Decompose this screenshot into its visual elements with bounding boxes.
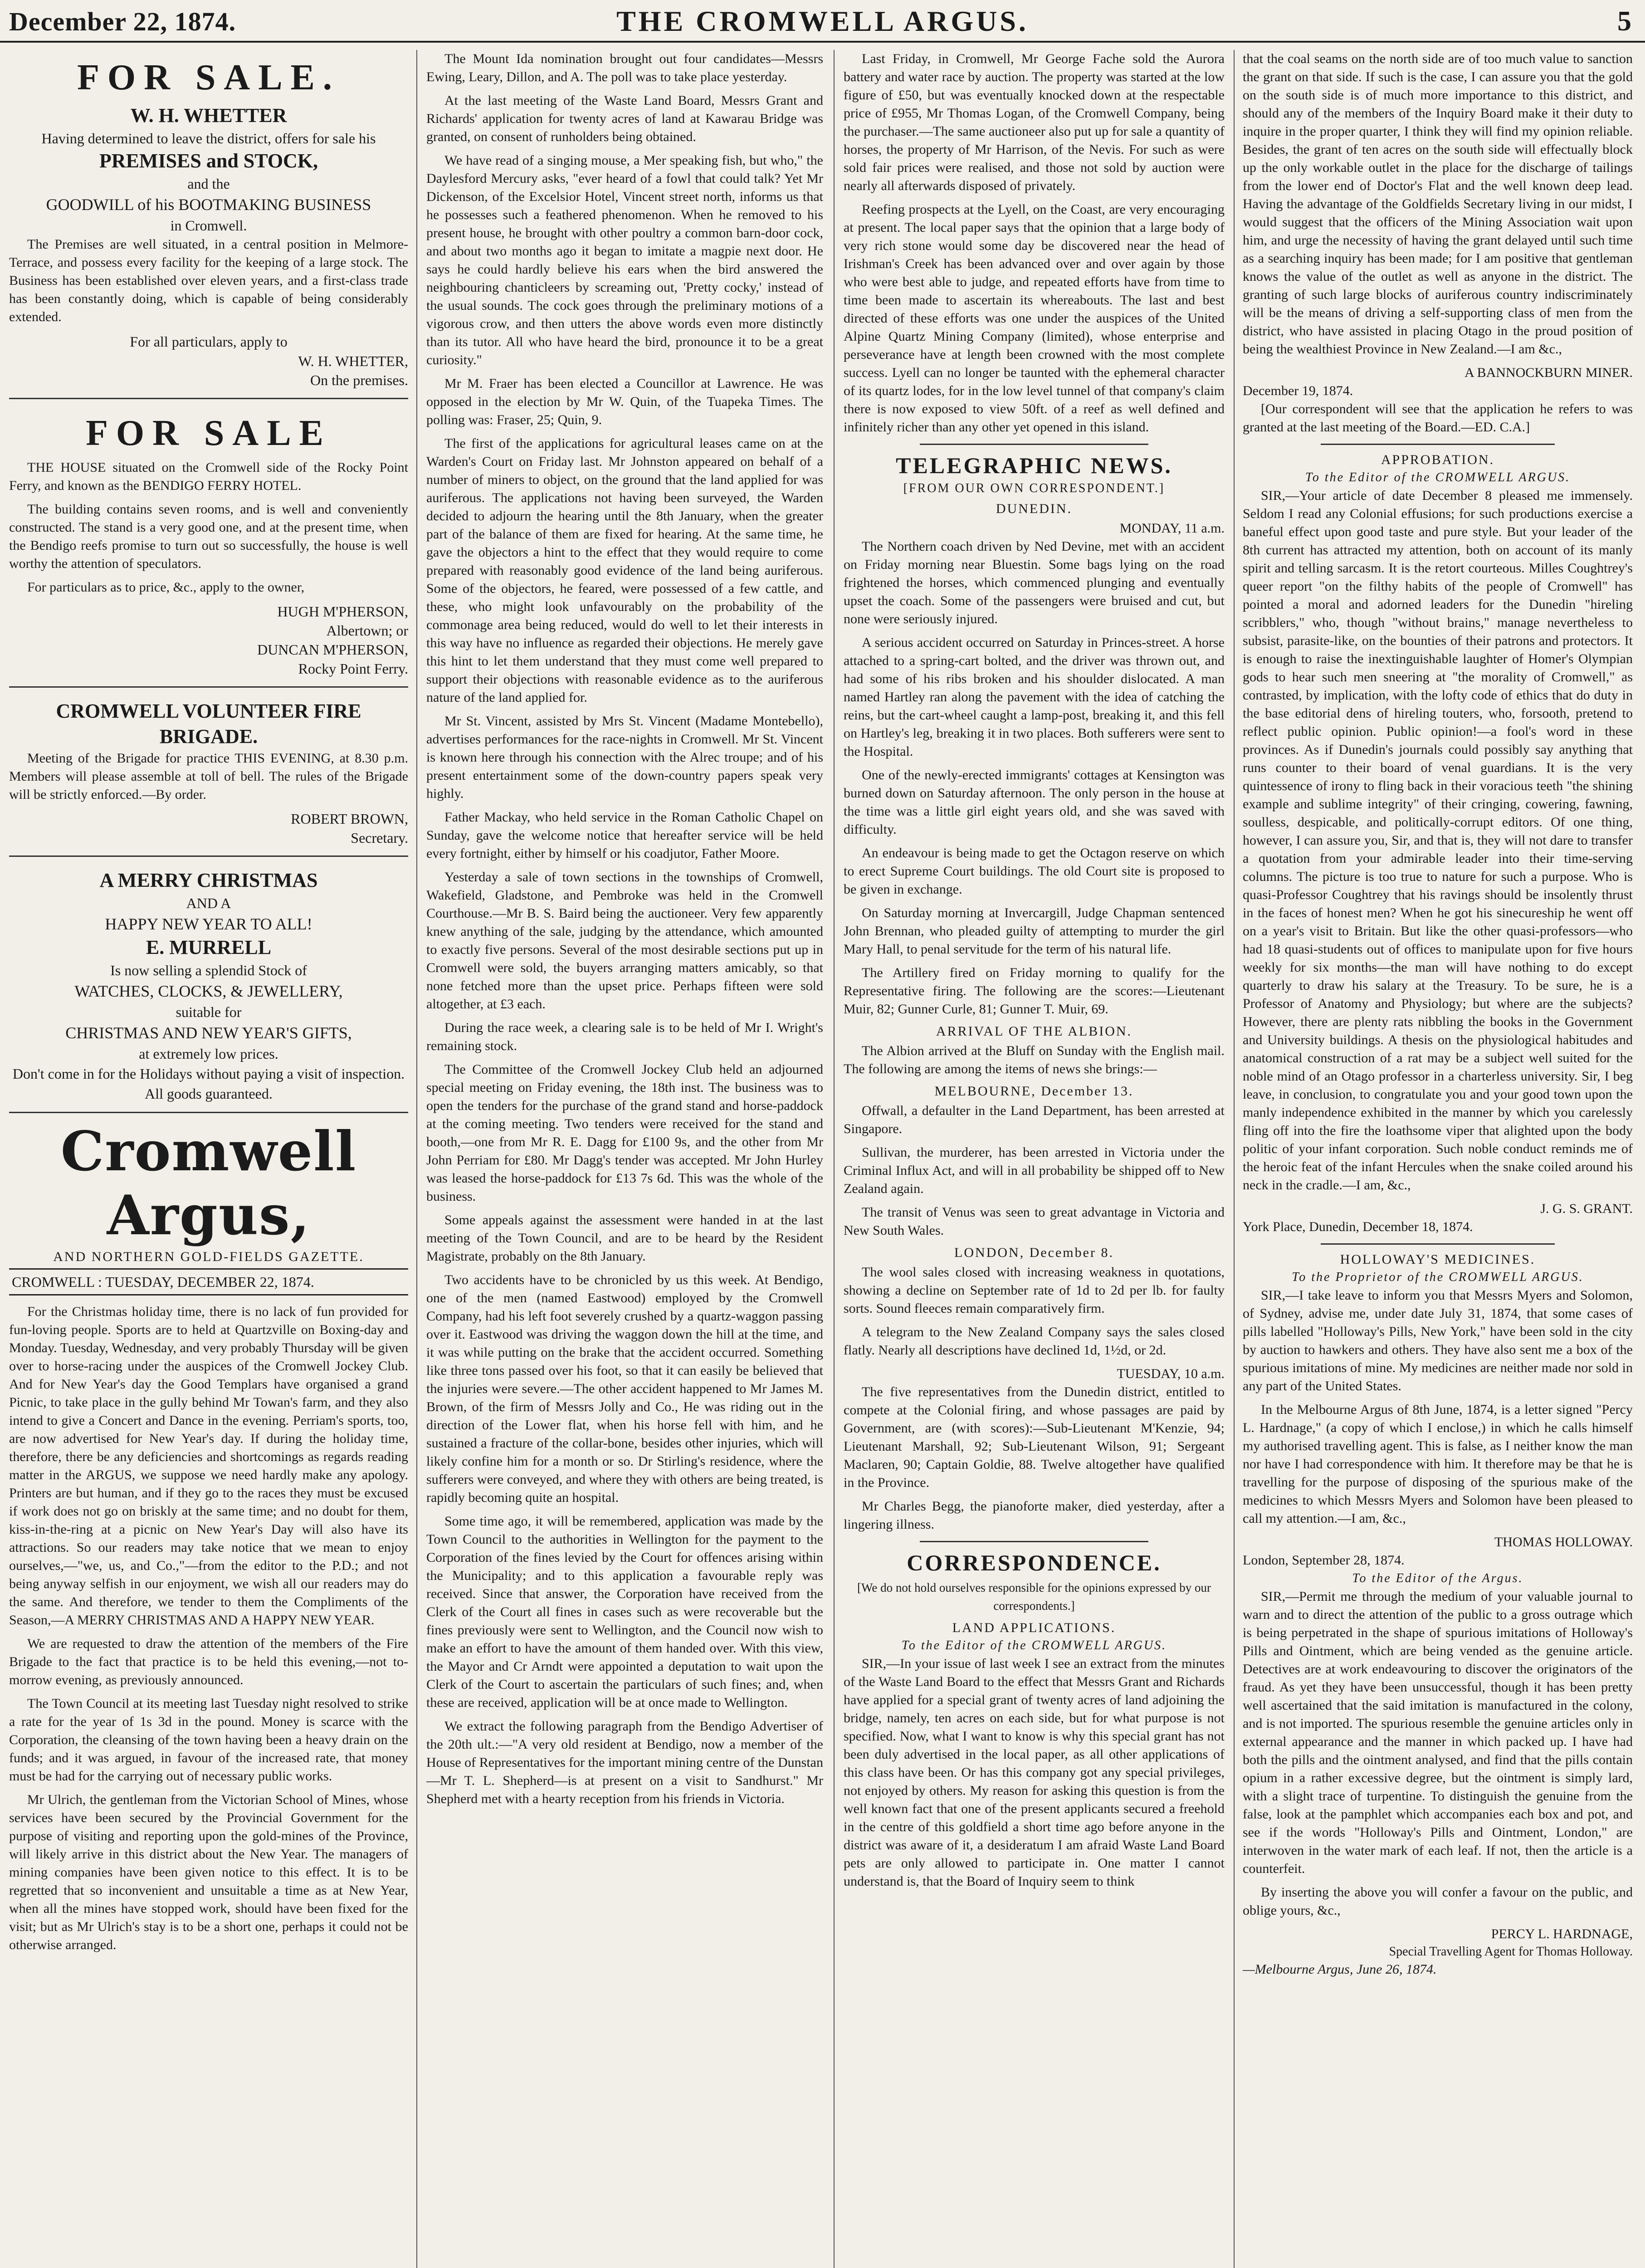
ad-line: CHRISTMAS AND NEW YEAR'S GIFTS, [65, 1024, 352, 1042]
column-4 [1243, 50, 1633, 2268]
editor-note: [Our correspondent will see that the application he refers to was granted at the last meeting of the Board.—ED. C.A.] [1243, 401, 1633, 435]
letter-source: —Melbourne Argus, June 26, 1874. [1243, 1962, 1437, 1977]
article-paragraph: Some appeals against the assessment were handed in at the last meeting of the Town Council, and are to be heard by the Resident Magistrate, probably on the 8th January. [426, 1212, 823, 1264]
ad-line: in Cromwell. [170, 217, 247, 234]
section-heading-telegraphic: TELEGRAPHIC NEWS. [896, 453, 1172, 478]
letter-heading: APPROBATION. [1381, 452, 1495, 467]
ad-line: at extremely low prices. [139, 1046, 278, 1062]
article-paragraph: Some time ago, it will be remembered, application was made by the Town Council to the authorities in Wellington for the payment to the Corporation of the fines levied by the Court for offences arising within the Municipality; and to this application a favourable reply was received. Since that answer, the Corporation have received from the Clerk of the Court all fines in cases such as were recoverable but the fines previously were sent to Wellington, and the Council now wish to make an effort to have the amount of them handed over. With this view, the Mayor and Cr Arndt were appointed a deputation to wait upon the Clerk of the Court to ascertain the particulars of such fines; and, when these are received, application will be at once made to Wellington. [426, 1514, 823, 1710]
ad-signature: W. H. WHETTER, [298, 353, 408, 369]
section-heading-correspondence: CORRESPONDENCE. [907, 1550, 1162, 1575]
place-heading: MELBOURNE, December 13. [934, 1084, 1134, 1099]
ad-line: Don't come in for the Holidays without paying a visit of inspection. [12, 1066, 405, 1082]
ad-line: suitable for [176, 1004, 242, 1020]
letter-paragraph: that the coal seams on the north side are of too much value to sanction the grant on that side. If such is the case, I can assure you that the gold on the south side is of much more importance to this district, and should any of the members of the Inquiry Board make it their duty to inquire in the proper quarter, I think they will find my opinion reliable. Besides, the grant of ten acres on the south side will effectually block up the only workable outlet in the place for the discharge of tailings from the lower end of Doctor's Flat and the well known deep lead. Having the advantage of the Goldfields Secretary living in our midst, I would suggest that the officers of the Mining Association wait upon him, and urge the necessity of having the grant delayed until such time as a searching inquiry has been made; for I am positive that gentleman knows the value of the outlet as well as anyone in the district. The granting of such large blocks of auriferous country indiscriminately will be the means of driving a self-supporting class of men from the district, who have assisted in placing Otago in the proud position of being the wealthiest Province in New Zealand.—I am &c., [1243, 51, 1633, 357]
article-paragraph: We are requested to draw the attention of the members of the Fire Brigade to the fact that practice is to be held this evening,—not to-morrow evening, as previously announced. [9, 1636, 408, 1687]
issue-date: December 22, 1874. [9, 7, 236, 36]
article-paragraph: Last Friday, in Cromwell, Mr George Fache sold the Aurora battery and water race by auction. The property was started at the low figure of £50, but was eventually knocked down at the respectable price of £955, Mr Thomas Logan, of the Cromwell Company, being the purchaser.—The same auctioneer also put up for sale a quantity of horses, the property of Mr Harrison, of the Nevis. For such as were sold fair prices were realised, and those not sold by auction were nearly all afterwards disposed of privately. [844, 51, 1225, 193]
article-paragraph: Two accidents have to be chronicled by us this week. At Bendigo, one of the men (named Eastwood) employed by the Cromwell Company, had his left foot severely crushed by a quartz-waggon passing over it. Eastwood was driving the waggon down the hill at the time, and it was while putting on the brake that the accident occurred. Something like three tons passed over his foot, so that it can easily be believed that the injuries were severe.—The other accident happened to Mr James M. Brown, of the firm of Messrs Jolly and Co., He was riding out in the direction of the Lower flat, when his horse fell with him, and he sustained a fracture of the collar-bone, besides other injuries, which will likely confine him for a month or so. Dr Stirling's residence, where the sufferers were conveyed, and where they with others are being treated, is rapidly becoming quite an hospital. [426, 1272, 823, 1505]
letter-paragraph: SIR,—In your issue of last week I see an extract from the minutes of the Waste Land Board to the effect that Messrs Grant and Richards have applied for a special grant of twenty acres of land adjoining the bridge, namely, ten acres on each side, but for what purpose is not specified. Now, what I want to know is why this special grant has not been duly advertised in the local paper, as all other applications of this class have been. Or has this company got any special privileges, not enjoyed by others. My reason for asking this question is from the well known fact that one of the present applicants secured a freehold in the centre of this goldfield a short time ago before anyone in the district was aware of it, a desideratum I am afraid Waste Land Board pets are only allowed to participate in. One matter I cannot understand is, that the Board of Inquiry seem to think [844, 1656, 1225, 1889]
masthead [0, 0, 1645, 43]
ad-signature: Rocky Point Ferry. [298, 660, 408, 677]
ad-signature: ROBERT BROWN, [291, 811, 408, 827]
column-2 [426, 50, 823, 2268]
article-paragraph: The wool sales closed with increasing weakness in quotations, showing a decline on September rate of 1d to 2d per lb. for faulty sorts. Sound fleeces remain comparatively firm. [844, 1265, 1225, 1316]
letter-paragraph: SIR,—Your article of date December 8 pleased me immensely. Seldom I read any Colonial effusions; for such productions exercise a baneful effect upon good taste and pure style. But your leader of the 8th current has attracted my attention, both on account of its manly spirit and telling sarcasm. It is the retort courteous. Milles Coughtrey's queer report "on the filthy habits of the people of Cromwell" has pointed a moral and adorned leaders for the Dunedin "hireling scribblers," who, though "without brains," manage nevertheless to subsist, parasite-like, on the bounties of their patrons and protectors. It is enough to raise the inextinguishable laughter of Homer's Olympian gods to hear such men sneering at "the morality of Cromwell," as contrasted, by implication, with the lofty code of ethics that do duty in the base editorial dens of hireling touters, who, forsooth, pretend to reflect public opinion. Public opinion!—a fool's word in these provinces. As if Dunedin's journals could possibly say anything that runs counter to their board of venal guardians. It is the very quintessence of irony to fling back in their voracious teeth "the shining example and sublime integrity" of their cringing, cowering, fawning, soulless, despicable, and politically-corrupt editors. Of one thing, however, I can assure you, Sir, and that is, they will not dare to transfer a quotation from your admirable leader into their time-serving columns. The picture is too true to nature for such a purpose. Who is quasi-Professor Coughtrey that his ravings should be insolently thrust in the faces of honest men? When he got his sinecureship he went off on a year's visit to Britain. But like the other quasi-professors—who had 18 quasi-students out of offices to manipulate upon for five hours weekly for six months—the man will have nothing to do except quarterly to draw his salary at the Treasury. To be sure, he is a Professor of Anatomy and Physiology; but where are the subjects? However, there are plenty rats nibbling the books in the Government and University buildings. A thesis on the physiological habitudes and anatomical construction of a rat may be a subject well suited for the noble mind of an Otago professor in a charterless university. Sir, I beg leave, in conclusion, to congratulate you and your good town upon the manly independence exhibited in the manner by which you carelessly fling off into the fire the loathsome viper that alighted upon the body politic of your infant corporation. Such noble conduct reminds me of the heroic feat of the infant Hercules when the snake coiled around his neck in the cradle.—I am, &c., [1243, 488, 1633, 1193]
divider [1321, 1243, 1555, 1245]
letter-address: To the Editor of the CROMWELL ARGUS. [901, 1638, 1167, 1652]
ad-signature: DUNCAN M'PHERSON, [257, 641, 408, 658]
letter-signature: THOMAS HOLLOWAY. [1494, 1535, 1633, 1549]
column-1 [9, 50, 408, 2268]
ad-name: E. MURRELL [146, 936, 272, 958]
article-paragraph: Yesterday a sale of town sections in the townships of Cromwell, Wakefield, Gladstone, and Pembroke was held in the Cromwell Courthouse.—Mr B. S. Baird being the auctioneer. Very few apparently knew anything of the sale, judging by the attendance, which amounted to exactly five persons. Several of the most desirable sections put up in Cromwell were sold, the buyers arranging matters amicably, so that none fetched more than the upset price. Perhaps fifteen were sold altogether, at £3 each. [426, 870, 823, 1012]
letter-heading: LAND APPLICATIONS. [952, 1620, 1116, 1635]
ad-line: Having determined to leave the district, offers for sale his [41, 130, 376, 147]
article-paragraph: One of the newly-erected immigrants' cottages at Kensington was burned down on Saturday afternoon. The only person in the house at the time was a little girl eight years old, and she was saved with difficulty. [844, 767, 1225, 837]
subheading: ARRIVAL OF THE ALBION. [936, 1024, 1132, 1039]
article-paragraph: Sullivan, the murderer, has been arrested in Victoria under the Criminal Influx Act, and will in all probability be shipped off to New Zealand again. [844, 1145, 1225, 1196]
letter-paragraph: SIR,—Permit me through the medium of your valuable journal to warn and to direct the attention of the public to a gross outrage which is being perpetrated in the shape of spurious imitations of Holloway's Pills and Ointment, which are being vended as the genuine article. Detectives are at work endeavouring to discover the originators of the fraud. As yet they have been unsuccessful, though it has been pretty well ascertained that the said imitation is manufactured in the colony, and is not imported. The spurious resemble the genuine articles only in external appearance and the manner in which packed up. I have had both the pills and the ointment analysed, and find that the pills contain opium in a rather excessive degree, but the ointment is simply lard, with a slight trace of turpentine. To distinguish the genuine from the false, look at the pamphlet which accompanies each box and pot, and see if the words "Holloway's Pills and Ointment, London," are interwoven in the water mark of each leaf. If not, then the article is a counterfeit. [1243, 1589, 1633, 1876]
ad-signature: Secretary. [351, 830, 408, 846]
letter-paragraph: SIR,—I take leave to inform you that Messrs Myers and Solomon, of Sydney, advise me, under date July 31, 1874, that some cases of pills labelled "Holloway's Pills, New York," have been sold in the city by auction to hawkers and others. They have also sent me a box of the spurious imitations of mine. My medicines are neither made nor sold in any part of the United States. [1243, 1288, 1633, 1393]
letter-date: December 19, 1874. [1243, 383, 1353, 398]
article-paragraph: Mr Ulrich, the gentleman from the Victorian School of Mines, whose services have been secured by the Provincial Government for the purpose of visiting and reporting upon the gold-mines of the Province, will likely arrive in this district about the New Year. The managers of mining companies have been given notice to this effect. It is to be regretted that so inconvenient and unsuitable a time as at New Year, when all the mines have stopped work, should have been fixed for the visit; but as Mr Ulrich's stay is to be a short one, perhaps it could not be otherwise arranged. [9, 1792, 408, 1952]
ad-body: For particulars as to price, &c., apply to the owner, [27, 580, 305, 595]
time-heading: TUESDAY, 10 a.m. [1117, 1366, 1225, 1381]
article-paragraph: For the Christmas holiday time, there is no lack of fun provided for fun-loving people. Sports are to held at Quartzville on Boxing-day and Monday. Tuesday, Wednesday, and very probably Thursday will be given over to horse-racing under the auspices of the Cromwell Jockey Club. And for New Year's day the Good Templars have organised a grand Picnic, to take place in the gully behind Mr Towan's farm, and they also intend to give a Concert and Dance in the evening. Perriam's sports, too, are now advertised for New Year's day. If during the holiday time, therefore, there be any deficiencies and shortcomings as regards reading matter in the ARGUS, we suppose we need hardly make any apology. Printers are but human, and if they go to the races they must be excused if work does not go on briskly at the same time; and no doubt for them, kiss-in-the-ring at a picnic on New Year's Day will also have its attractions. So our readers may take notice that we mean to enjoy ourselves,—"we, us, and Co.,"—from the editor to the P.D.; and not being anyway selfish in our enjoyment, we wish all our readers may do the same. And therefore, we tender to them the Compliments of the Season,—A MERRY CHRISTMAS AND A HAPPY NEW YEAR. [9, 1304, 408, 1628]
divider [920, 1541, 1148, 1542]
article-paragraph: At the last meeting of the Waste Land Board, Messrs Grant and Richards' application for twenty acres of land at Kawarau Bridge was granted, on consent of runholders being obtained. [426, 93, 823, 144]
paper-nameplate: Cromwell Argus, [60, 1119, 357, 1247]
page-number: 5 [1617, 6, 1631, 37]
place-heading: LONDON, December 8. [954, 1245, 1114, 1260]
ad-line: Is now selling a splendid Stock of [110, 962, 307, 978]
article-paragraph: We have read of a singing mouse, a Mer speaking fish, but who," the Daylesford Mercury asks, "ever heard of a fowl that could talk? Yet Mr Dickenson, of the Excelsior Hotel, Vincent street north, informs us that he possesses such a feathered phenomenon. When he removed to his present house, he brought with other poultry a common barn-door cock, and about two months ago it began to imitate a magpie next door. He says he could hardly believe his ears when the bird answered the neighbouring chanticleers by screaming out, 'Pretty cocky,' instead of the usual sounds. The cock goes through the preliminary motions of a vigorous crow, and then utters the above words even more distinctly than its tutor. All who have heard the bird, pronounce it to be a great curiosity." [426, 153, 823, 367]
letter-address: To the Proprietor of the CROMWELL ARGUS. [1292, 1270, 1584, 1284]
advertisement-fire-brigade [9, 694, 408, 857]
article-paragraph: A serious accident occurred on Saturday in Princes-street. A horse attached to a spring-cart bolted, and the driver was thrown out, and had some of his ribs broken and his shoulder dislocated. A man named Hartley ran along the pavement with the idea of catching the reins, but the cart-wheel caught a lamp-post, breaking it, and this fell on Hartley's leg, breaking it in two places. Both sufferers were sent to the Hospital. [844, 635, 1225, 759]
ad-body: The building contains seven rooms, and is well and conveniently constructed. The stand is a very good one, and at the present time, when the Bendigo reefs promise to turn out so successfully, the house is well worthy the attention of speculators. [9, 502, 408, 571]
ad-line: GOODWILL of his BOOTMAKING BUSINESS [46, 196, 371, 214]
article-paragraph: The five representatives from the Dunedin district, entitled to compete at the Colonial firing, and whose passages are paid by Government, are (with scores):—Sub-Lieutenant M'Kenzie, 94; Lieutenant Marshall, 92; Sub-Lieutenant Wilson, 91; Sergeant Maclaren, 90; Captain Goldie, 88. Twelve altogether have qualified in the Province. [844, 1384, 1225, 1490]
column-3 [844, 50, 1225, 2268]
letter-paragraph: By inserting the above you will confer a favour on the public, and oblige yours, &c., [1243, 1885, 1633, 1918]
ad-heading: FOR SALE. [77, 58, 340, 98]
ad-signature: On the premises. [310, 372, 408, 388]
article-paragraph: Offwall, a defaulter in the Land Department, has been arrested at Singapore. [844, 1103, 1225, 1136]
article-paragraph: The Artillery fired on Friday morning to qualify for the Representative firing. The following are the scores:—Lieutenant Muir, 82; Gunner Curle, 81; Gunner T. Muir, 69. [844, 965, 1225, 1017]
letter-date: London, September 28, 1874. [1243, 1553, 1405, 1568]
letter-signature: PERCY L. HARDNAGE, [1491, 1926, 1633, 1941]
letter-heading: HOLLOWAY'S MEDICINES. [1340, 1252, 1536, 1267]
article-paragraph: Father Mackay, who held service in the Roman Catholic Chapel on Sunday, gave the welcome notice that hereafter service will be held every fortnight, either by himself or his coadjutor, Father Moore. [426, 810, 823, 861]
ad-line: WATCHES, CLOCKS, & JEWELLERY, [74, 982, 343, 1000]
article-paragraph: The Town Council at its meeting last Tuesday night resolved to strike a rate for the year of 1s 3d in the pound. Money is scarce with the Corporation, the cleansing of the town having been a heavy drain on the funds; and it was argued, in favour of the increased rate, that money must be had for the carrying out of necessary public works. [9, 1696, 408, 1784]
ad-line: For all particulars, apply to [130, 333, 288, 350]
place-heading: DUNEDIN. [996, 501, 1073, 516]
time-heading: MONDAY, 11 a.m. [1119, 521, 1225, 536]
ad-line: AND A [186, 895, 231, 911]
article-paragraph: The first of the applications for agricultural leases came on at the Warden's Court on Friday last. Mr Johnston appeared on behalf of a number of miners to object, on the ground that the land applied for was auriferous. The applications not having been surveyed, the Warden decided to adjourn the hearing until the 8th January, when the greater part of the balance of them are fixed for hearing. At the same time, he gave the objectors a hint to the effect that they would require to come prepared with reasonably good evidence of the land being auriferous. Some of the objectors, he feared, were possessed of a few cattle, and these, who might look unfavourably on the probability of the commonage area being reduced, would do well to let their interests in this way have no influence as regarded their objections. He merely gave this hint to let them understand that they must come well prepared to support their objections with reasonable evidence as to the auriferous nature of the land applied for. [426, 436, 823, 705]
subheading: [FROM OUR OWN CORRESPONDENT.] [903, 481, 1165, 495]
ad-signature: Albertown; or [326, 622, 408, 639]
ad-signature: HUGH M'PHERSON, [277, 603, 408, 620]
ad-line: All goods guaranteed. [145, 1085, 273, 1102]
article-paragraph: The Albion arrived at the Bluff on Sunday with the English mail. The following are among the items of news she brings:— [844, 1043, 1225, 1076]
ad-body: THE HOUSE situated on the Cromwell side of the Rocky Point Ferry, and known as the BENDIGO FERRY HOTEL. [9, 460, 408, 493]
article-paragraph: Reefing prospects at the Lyell, on the Coast, are very encouraging at present. The local paper says that the opinion that a large body of very rich stone would some day be discovered near the head of Irishman's Creek has been advanced over and over again by those who were best able to judge, and repeated efforts have from time to time been made to ascertain its whereabouts. The last and best directed of these efforts was one under the auspices of the United Alpine Quartz Mining Company (limited), whose enterprise and perseverance have at length been crowned with the most complete success. Lyell can no longer be taunted with the ephemeral character of its quartz lodes, for in the low level tunnel of that company's claim there is now exposed to view 50ft. of a reef as well defined and infinitely richer than any other yet opened in this island. [844, 202, 1225, 435]
divider [1321, 444, 1555, 445]
ad-line: HAPPY NEW YEAR TO ALL! [105, 915, 312, 933]
article-paragraph: On Saturday morning at Invercargill, Judge Chapman sentenced John Brennan, who pleaded guilty of attempting to murder the girl Mary Hall, to penal servitude for the term of his natural life. [844, 905, 1225, 957]
article-paragraph: An endeavour is being made to get the Octagon reserve on which to erect Supreme Court buildings. The old Court site is proposed to be given in exchange. [844, 846, 1225, 897]
ad-heading: A MERRY CHRISTMAS [99, 869, 318, 891]
article-paragraph: Mr St. Vincent, assisted by Mrs St. Vincent (Madame Montebello), advertises performances for the race-nights in Cromwell. Mr St. Vincent is known here through his connection with the Alrec troupe; and of his present entertainment some of the down-country papers speak very highly. [426, 714, 823, 801]
article-paragraph: During the race week, a clearing sale is to be held of Mr I. Wright's remaining stock. [426, 1020, 823, 1053]
article-paragraph: We extract the following paragraph from the Bendigo Advertiser of the 20th ult.:—"A very old resident at Bendigo, now a member of the House of Representatives for the important mining centre of the Dunstan—Mr T. L. Shepherd—is at present on a visit to Sandhurst." Mr Shepherd met with a hearty reception from his friends in Victoria. [426, 1719, 823, 1806]
article-paragraph: The Northern coach driven by Ned Devine, met with an accident on Friday morning near Bluestin. Some bags lying on the road frightened the horses, which commenced plunging and eventually upset the coach. Some of the passengers were bruised and cut, but none were seriously injured. [844, 539, 1225, 626]
ad-body: Meeting of the Brigade for practice THIS EVENING, at 8.30 p.m. Members will please assemble at toll of bell. The rules of the Brigade will be strictly enforced.—By order. [9, 751, 408, 802]
article-paragraph: The transit of Venus was seen to great advantage in Victoria and New South Wales. [844, 1205, 1225, 1238]
columns [0, 50, 1645, 2268]
ad-heading: FOR SALE [86, 413, 332, 453]
advertisement-murrell [9, 863, 408, 1113]
advertisement-whetter [9, 50, 408, 399]
ad-line: PREMISES and STOCK, [99, 150, 318, 172]
article-paragraph: Mr M. Fraer has been elected a Councillor at Lawrence. He was opposed in the election by Mr W. Quin, of the Tuapeka Times. The polling was: Fraser, 25; Quin, 9. [426, 376, 823, 427]
divider [920, 444, 1148, 445]
ad-body: The Premises are well situated, in a central position in Melmore-Terrace, and possess every facility for the keeping of a large stock. The Business has been established over eleven years, and a first-class trade has been constantly doing, which is capable of being considerably extended. [9, 237, 408, 324]
ad-heading: CROMWELL VOLUNTEER FIRE BRIGADE. [56, 700, 361, 748]
article-paragraph: A telegram to the New Zealand Company says the sales closed flatly. Nearly all descriptions have declined 1d, 1½d, or 2d. [844, 1325, 1225, 1358]
letter-address: To the Editor of the Argus. [1352, 1571, 1523, 1585]
paper-subtitle: AND NORTHERN GOLD-FIELDS GAZETTE. [53, 1249, 364, 1264]
article-paragraph: The Committee of the Cromwell Jockey Club held an adjourned special meeting on Friday evening, the 18th inst. The business was to open the tenders for the purchase of the grand stand and horse-paddock at the coming meeting. Two tenders were received for the stand and booth,—one from Mr R. E. Dagg for £100 9s, and the other from Mr John Perriam for £80. Mr Dagg's tender was accepted. Mr John Hurley was leased the horse-paddock for £13 7s 6d. This was the whole of the business. [426, 1062, 823, 1204]
dateline: CROMWELL : TUESDAY, DECEMBER 22, 1874. [9, 1268, 408, 1295]
article-paragraph: The Mount Ida nomination brought out four candidates—Messrs Ewing, Leary, Dillon, and A. The poll was to take place yesterday. [426, 51, 823, 84]
letter-signature-title: Special Travelling Agent for Thomas Holloway. [1389, 1945, 1633, 1959]
newspaper-title: THE CROMWELL ARGUS. [616, 5, 1029, 37]
letter-address: To the Editor of the CROMWELL ARGUS. [1305, 470, 1571, 484]
ad-name: W. H. WHETTER [130, 104, 287, 127]
letter-signature: A BANNOCKBURN MINER. [1464, 365, 1633, 380]
advertisement-ferry-hotel [9, 406, 408, 688]
letter-date: York Place, Dunedin, December 18, 1874. [1243, 1219, 1473, 1234]
article-paragraph: Mr Charles Begg, the pianoforte maker, died yesterday, after a lingering illness. [844, 1499, 1225, 1532]
letter-signature: J. G. S. GRANT. [1540, 1201, 1633, 1216]
letter-paragraph: In the Melbourne Argus of 8th June, 1874, is a letter signed "Percy L. Hardnage," (a copy of which I enclose,) in which he calls himself my authorised travelling agent. This is false, as I neither know the man nor have I had correspondence with him. It therefore may be that he is travelling for the purpose of disposing of the spurious make of the medicines to which Messrs Myers and Solomon have been pleased to call my attention.—I am, &c., [1243, 1402, 1633, 1526]
disclaimer: [We do not hold ourselves responsible for the opinions expressed by our correspondents.] [857, 1581, 1211, 1613]
ad-line: and the [187, 176, 230, 192]
